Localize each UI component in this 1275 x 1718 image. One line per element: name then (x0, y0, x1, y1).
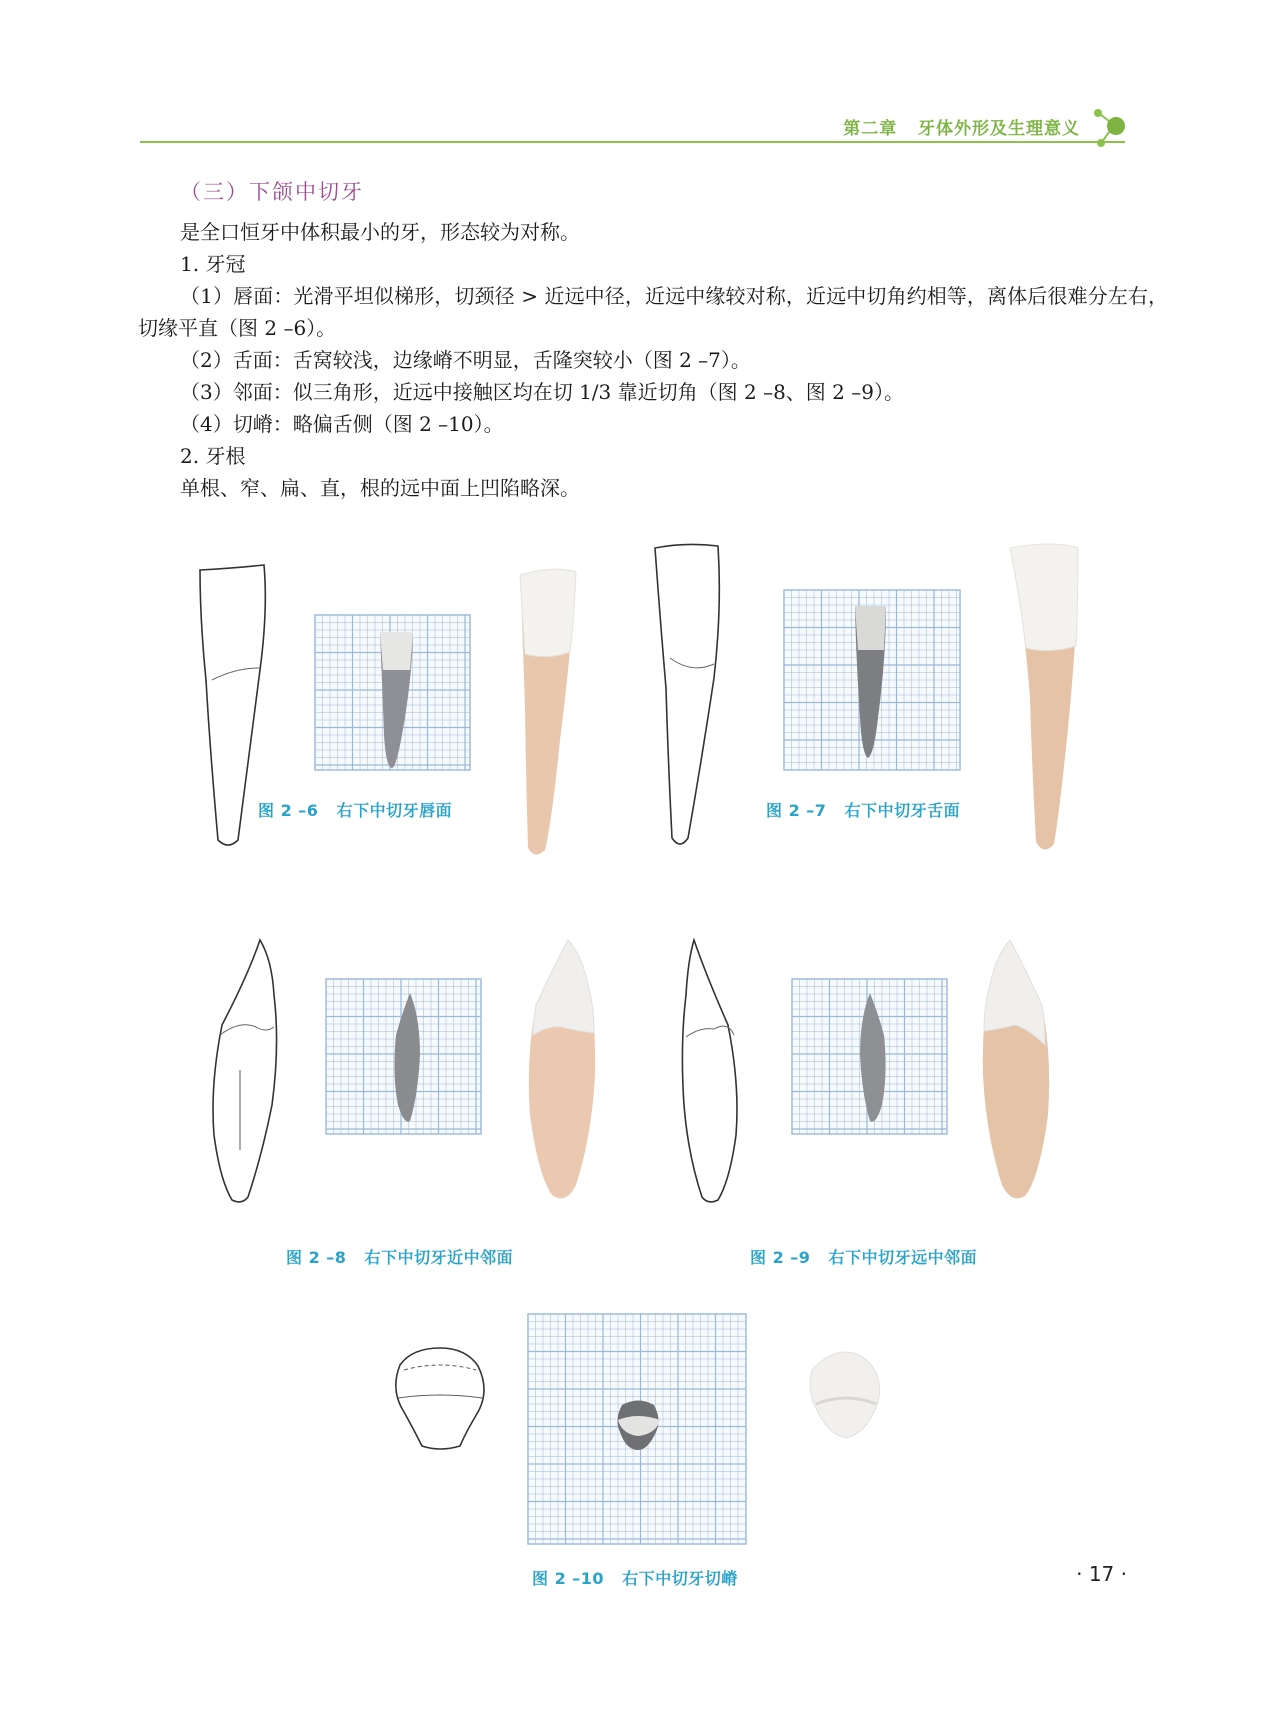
tooth-outline-drawing (200, 565, 265, 845)
figure-2-6 (180, 550, 620, 910)
section-text (138, 176, 1168, 504)
tooth-outline-drawing (682, 940, 737, 1202)
paragraph-incisal-ridge: （4）切嵴：略偏舌侧（图 2 –10）。 (180, 412, 504, 436)
figure-2-8-label: 图 2 –8 (286, 1248, 347, 1267)
figure-2-10-caption (532, 1566, 738, 1589)
figure-2-7-label: 图 2 –7 (766, 801, 827, 820)
page-number: · 17 · (1076, 1562, 1127, 1586)
tooth-outline-drawing (396, 1348, 484, 1449)
paragraph-proximal: （3）邻面：似三角形，近远中接触区均在切 1/3 靠近切角（图 2 –8、图 2 –9）。 (180, 380, 904, 404)
figure-2-10 (370, 1300, 930, 1590)
figure-2-8 (200, 935, 620, 1275)
tooth-color-illustration (810, 1352, 880, 1438)
figure-2-7 (640, 538, 1100, 910)
cervical-line (212, 668, 260, 680)
figure-2-10-title: 右下中切牙切嵴 (622, 1569, 738, 1588)
figure-2-9 (680, 935, 1100, 1275)
paragraph-lingual: （2）舌面：舌窝较浅，边缘嵴不明显，舌隆突较小（图 2 –7）。 (180, 348, 751, 372)
figure-2-8-artwork (200, 935, 620, 1235)
figure-2-9-title: 右下中切牙远中邻面 (828, 1248, 978, 1267)
figure-2-7-caption (766, 798, 960, 821)
figure-2-10-label: 图 2 –10 (532, 1569, 605, 1588)
subheading-root: 2. 牙根 (180, 444, 246, 468)
paragraph-intro: 是全口恒牙中体积最小的牙，形态较为对称。 (180, 220, 580, 244)
running-header (140, 108, 1130, 148)
molecule-ornament-icon (1092, 108, 1130, 148)
paragraph-labial: （1）唇面：光滑平坦似梯形，切颈径 > 近远中径，近远中缘较对称，近远中切角约相等，离体后很难分左右，切缘平直（图 2 –6）。 (138, 284, 1168, 340)
cervical-line (220, 1025, 274, 1035)
figure-2-9-label: 图 2 –9 (750, 1248, 811, 1267)
tooth-outline-drawing (213, 940, 277, 1202)
chapter-title: 牙体外形及生理意义 (918, 119, 1080, 139)
cervical-line (686, 1026, 734, 1037)
figure-2-6-title: 右下中切牙唇面 (336, 801, 453, 820)
figure-2-8-title: 右下中切牙近中邻面 (364, 1248, 514, 1267)
subheading-crown: 1. 牙冠 (180, 252, 246, 276)
running-header-title (843, 114, 1080, 139)
figure-2-8-caption (286, 1245, 513, 1268)
figure-2-7-title: 右下中切牙舌面 (844, 801, 961, 820)
section-heading: （三）下颌中切牙 (180, 180, 364, 204)
figure-2-9-artwork (680, 935, 1100, 1235)
figure-2-6-caption (258, 798, 452, 821)
figure-2-10-artwork (370, 1300, 930, 1550)
figure-2-6-label: 图 2 –6 (258, 801, 319, 820)
header-rule (140, 141, 1125, 143)
chapter-number: 第二章 (843, 119, 898, 139)
paragraph-root: 单根、窄、扁、直，根的远中面上凹陷略深。 (180, 476, 580, 500)
cervical-line (670, 658, 714, 668)
figure-2-9-caption (750, 1245, 977, 1268)
tooth-outline-drawing (655, 544, 719, 844)
